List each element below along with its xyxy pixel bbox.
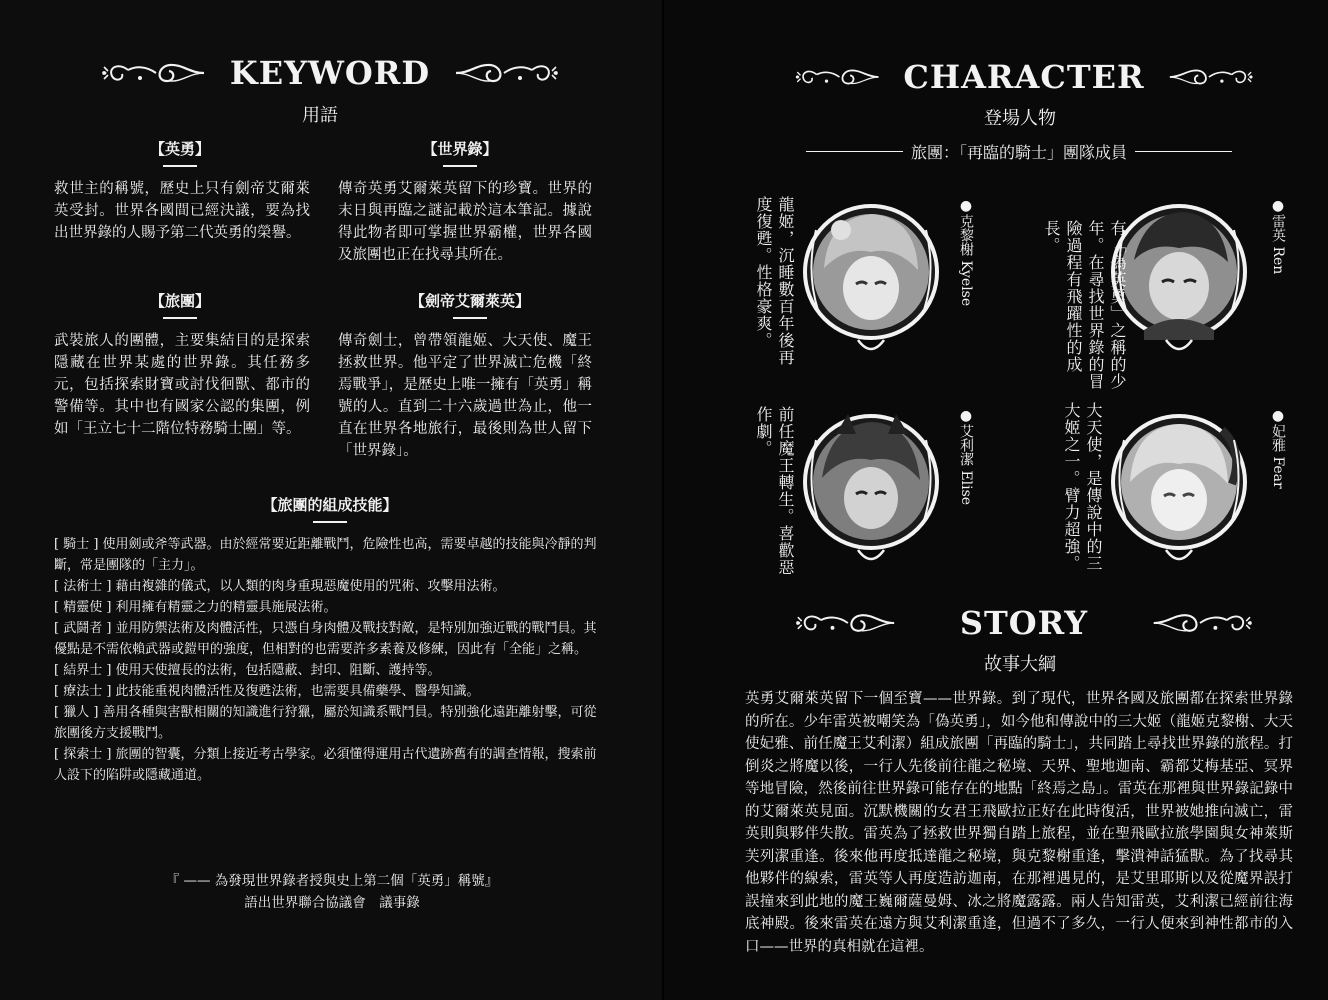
character-desc-elise: 前任魔王轉生。喜歡惡作劇。 <box>754 406 795 576</box>
keyword-subtitle: 用語 <box>302 105 338 126</box>
character-desc-kyelse: 龍姬，沉睡數百年後再度復甦。性格豪爽。 <box>754 196 795 366</box>
skills-list <box>54 534 599 786</box>
character-desc-ren: 有「偽英勇」之稱的少年。在尋找世界錄的冒險過程有飛躍性的成長。 <box>1042 220 1127 390</box>
story-heading <box>794 604 1254 642</box>
skill-item: [ 療法士 ] 此技能重視肉體活性及復甦法術，也需要具備藥學、醫學知識。 <box>54 684 480 699</box>
character-title: CHARACTER <box>903 58 1145 96</box>
keyword-title: KEYWORD <box>229 54 431 92</box>
skill-item: [ 探索士 ] 旅團的智囊，分類上接近考古學家。必須懂得運用古代遺跡舊有的調查情報，搜索前人設下的陷阱或隱藏通道。 <box>54 747 597 783</box>
character-name-kyelse: ●克黎榭 Kyelse <box>958 198 974 307</box>
character-name-fear: ●妃雅 Fear <box>1270 408 1286 489</box>
skill-item: [ 騎士 ] 使用劍或斧等武器。由於經常要近距離戰鬥，危險性也高，需要卓越的技能與冷靜的判斷，常是團隊的「主力」。 <box>54 537 597 573</box>
term-text-world-record: 傳奇英勇艾爾萊英留下的珍寶。世界的末日與再臨之謎記載於這本筆記。據說得此物者即可掌握世界霸權，世界各國及旅團也正在找尋其所在。 <box>338 181 592 263</box>
story-text: 英勇艾爾萊英留下一個至寶——世界錄。到了現代，世界各國及旅團都在探索世界錄的所在。少年雷英被嘲笑為「偽英勇」，如今他和傳說中的三大姬（龍姬克黎榭、大天使妃雅、前任魔王艾利潔）組成旅團「再臨的騎士」，共同踏上尋找世界錄的旅程。打倒炎之將魔以後，一行人先後前往龍之秘境、天界、聖地迦南、霸都艾梅基亞、冥界等地冒險，然後前往世界錄可能存在的地點「終焉之島」。雷英在那裡與世界錄記錄中的艾爾萊英見面。沉默機關的女君王飛歐拉正好在此時復活，世界被她推向滅亡，雷英則與夥伴失散。雷英為了拯救世界獨自踏上旅程，並在聖飛歐拉旅學園與女神萊斯芙列潔重逢。後來他再度抵達龍之秘境，與克黎榭重逢，擊潰神話猛獸。為了找尋其他夥伴的線索，雷英等人再度造訪迦南，在那裡遇見的，是艾里耶斯以及從魔界誤打誤撞來到此地的魔王巍爾薩曼姆、冰之將魔露露。兩人告知雷英，艾利潔已經前往海底神殿。後來雷英在遠方與艾利潔重逢，但過不了多久，一行人便來到神性都市的入口——世界的真相就在這裡。 <box>745 691 1293 955</box>
skill-item: [ 結界士 ] 使用天使擅長的法術，包括隱蔽、封印、阻斷、護持等。 <box>54 663 441 678</box>
ornament-right-icon <box>450 56 560 90</box>
character-subtitle: 登場人物 <box>984 108 1056 129</box>
character-name-ren: ●雷英 Ren <box>1270 198 1286 275</box>
skills-heading: 【旅團的組成技能】 <box>200 494 460 523</box>
term-text-sword-emperor: 傳奇劍士，曾帶領龍姬、大天使、魔王拯救世界。他平定了世界滅亡危機「終焉戰爭」，是歷史上唯一擁有「英勇」稱號的人。直到二十六歲過世為止，他一直在世界各地旅行，最後則為世人留下「世界錄」。 <box>338 333 592 459</box>
skill-item: [ 武鬪者 ] 並用防禦法術及肉體活性，只憑自身肉體及戰技對敵，是特別加強近戰的戰鬥員。其優點是不需依賴武器或鎧甲的強度，但相對的也需要許多素養及修練，因此有「全能」之稱。 <box>54 621 597 657</box>
term-label-hero: 【英勇】 <box>100 138 260 167</box>
rule-right <box>1135 151 1232 152</box>
character-heading <box>794 58 1254 96</box>
term-text-hero: 救世主的稱號，歷史上只有劍帝艾爾萊英受封。世界各國間已經決議，要為找出世界錄的人賜予第二代英勇的榮譽。 <box>54 181 310 241</box>
rule-left <box>806 151 903 152</box>
keyword-heading <box>60 54 600 92</box>
group-label-text: 旅團：「再臨的騎士」團隊成員 <box>911 143 1128 162</box>
character-name-elise: ●艾利潔 Elise <box>958 408 974 506</box>
ornament-left-icon <box>100 56 210 90</box>
quote-line-1: 『 —— 為發現世界錄者授與史上第二個「英勇」稱號』 <box>165 873 499 889</box>
ornament-left-icon <box>794 606 900 640</box>
skill-item: [ 獵人 ] 善用各種與害獸相關的知識進行狩獵，屬於知識系戰鬥員。特別強化遠距離射擊，可從旅團後方支援戰鬥。 <box>54 705 597 741</box>
term-label-sword-emperor: 【劍帝艾爾萊英】 <box>370 290 570 319</box>
story-title: STORY <box>959 604 1089 642</box>
story-subtitle: 故事大綱 <box>984 654 1056 675</box>
character-desc-fear: 大天使，是傳說中的三大姬之一。臂力超強。 <box>1062 402 1103 572</box>
skill-item: [ 法術士 ] 藉由複雜的儀式，以人類的肉身重現惡魔使用的咒術、攻擊用法術。 <box>54 579 506 594</box>
portrait-fear <box>1104 400 1254 570</box>
group-label <box>806 140 1232 163</box>
quote-line-2: 語出世界聯合協議會 議事錄 <box>244 895 420 911</box>
ornament-right-icon <box>1148 606 1254 640</box>
term-label-brigade: 【旅團】 <box>100 290 260 319</box>
portrait-elise <box>796 400 946 570</box>
portrait-kyelse <box>796 190 946 360</box>
term-label-world-record: 【世界錄】 <box>380 138 540 167</box>
ornament-left-icon <box>794 60 883 94</box>
skill-item: [ 精靈使 ] 利用擁有精靈之力的精靈具施展法術。 <box>54 600 337 615</box>
term-text-brigade: 武裝旅人的團體，主要集結目的是探索隱藏在世界某處的世界錄。其任務多元，包括探索財寶或討伐徊獸、都市的警備等。其中也有國家公認的集團，例如「王立七十二階位特務騎士團」等。 <box>54 333 310 437</box>
ornament-right-icon <box>1165 60 1254 94</box>
